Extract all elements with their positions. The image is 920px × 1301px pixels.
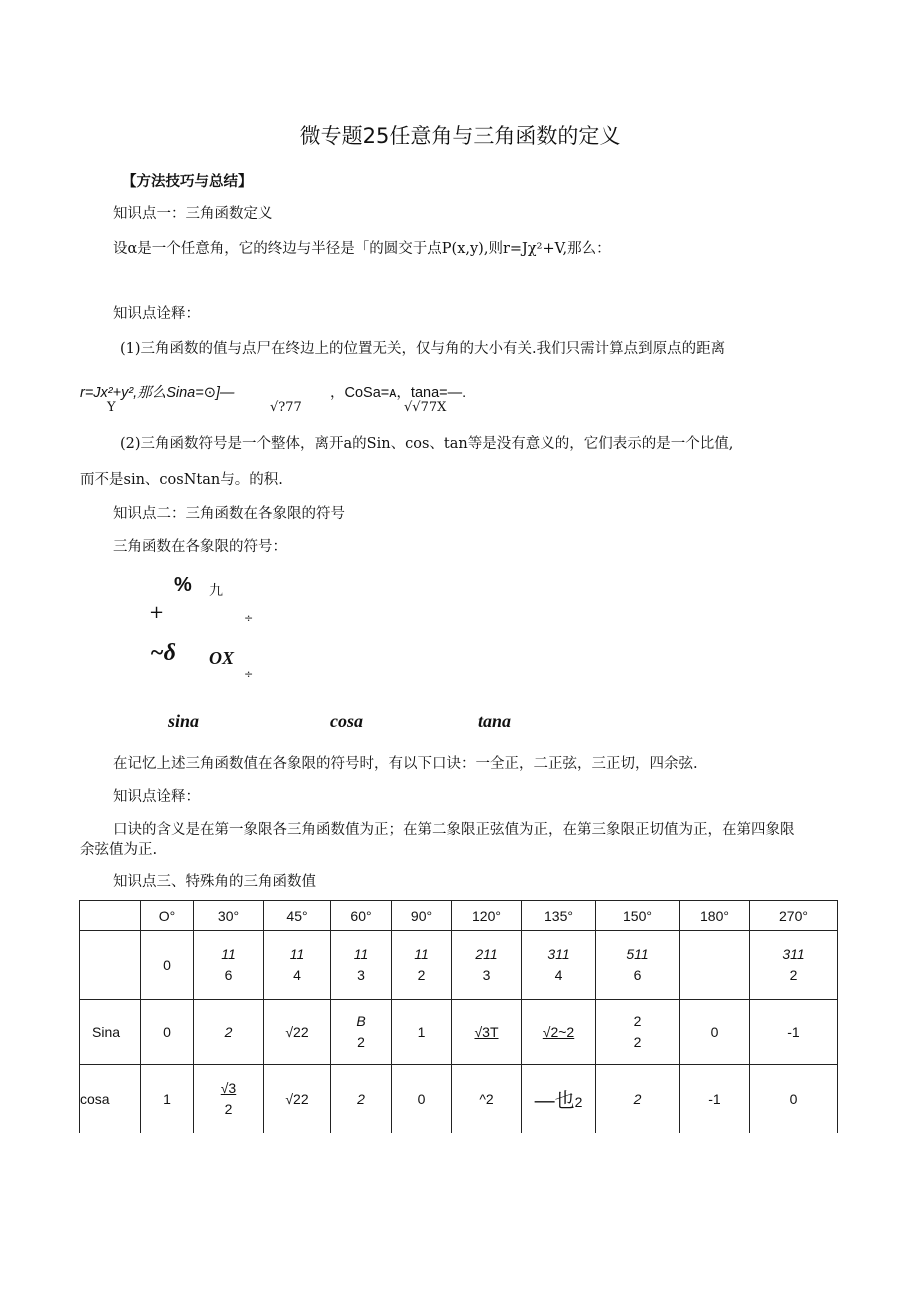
kp2-note-heading: 知识点诠释： [113,789,200,805]
formula-r-text: r=Jx²+y²,那么Sina=⊙]— [80,385,235,401]
cos-cell [194,1065,264,1133]
radian-top: 311 [547,946,570,962]
special-angles-table [79,900,838,1133]
degree-cell: 45° [264,901,331,931]
cos-bottom: 2 [224,1100,233,1117]
kp1-heading: 知识点一：三角函数定义 [113,206,273,222]
quadrant-label-tan: tana [478,711,512,731]
sin-cell: -1 [750,1000,838,1065]
sin-cell: √3T [452,1000,522,1065]
sin-cell [522,1000,596,1065]
quadrant-label-sin: sina [168,711,200,731]
kp2-note-line-1: 口诀的含义是在第一象限各三角函数值为正；在第二象限正弦值为正，在第三象限正切值为正，在第四象限 [113,822,795,838]
sin-cell: 0 [680,1000,750,1065]
formula-r [80,381,234,402]
cos-top: √3 [220,1079,237,1096]
table-row-sin [80,1000,838,1065]
radian-bottom: 3 [357,967,365,983]
formula-sub-mid: √?77 [270,400,302,415]
cos-cell: √22 [264,1065,331,1133]
radian-cell [680,931,750,1000]
degree-cell: 180° [680,901,750,931]
quadrant-symbol-jiu: 九 [209,583,223,599]
radian-cell: 0 [141,931,194,1000]
degree-cell: 30° [194,901,264,931]
sin-top: 2 [633,1013,642,1029]
cos-cell-main: —也 [534,1090,575,1113]
radian-cell [194,931,264,1000]
degree-cell: 120° [452,901,522,931]
quadrant-symbol-delta: ~δ [150,640,176,666]
cos-cell: 2 [331,1065,392,1133]
quadrant-symbol-ox: OX [209,648,235,668]
sin-cell [596,1000,680,1065]
kp2-mnemonic: 在记忆上述三角函数值在各象限的符号时，有以下口诀：一全正，二正弦，三正切，四余弦. [113,756,698,772]
sin-bottom: 2 [633,1034,642,1050]
radian-bottom: 3 [482,967,491,983]
sin-row-header: Sina [80,1000,141,1065]
kp1-note-2b: 而不是sin、cosNtan与。的积. [80,472,283,488]
cos-cell: 2 [596,1065,680,1133]
cos-cell: 0 [392,1065,452,1133]
kp1-definition: 设α是一个任意角，它的终边与半径是「的圆交于点P(x,y),则r=Jχ²+V,那么： [113,241,611,257]
radian-cell [264,931,331,1000]
cos-cell: 0 [750,1065,838,1133]
sin-cell [331,1000,392,1065]
quadrant-symbol-plus: + [149,602,165,623]
radian-cell [392,931,452,1000]
radian-top: 11 [353,946,369,962]
section-header: 【方法技巧与总结】 [122,173,253,190]
table-corner [80,901,141,931]
cos-cell: -1 [680,1065,750,1133]
sin-cell: 0 [141,1000,194,1065]
quadrant-symbol-div-1: ÷ [244,612,254,625]
formula-sub-y: Y [107,400,116,415]
quadrant-symbol-pct: % [174,574,192,596]
cos-cell [522,1065,596,1133]
kp2-note-line-2: 余弦值为正. [80,842,158,858]
radian-row-header [80,931,141,1000]
degree-cell: 150° [596,901,680,931]
table-row-degrees [80,901,838,931]
radian-bottom: 6 [633,967,642,983]
radian-top: 211 [475,946,498,962]
kp1-note-heading: 知识点诠释： [113,306,200,322]
radian-top: 11 [289,946,305,962]
cos-cell-small: 2 [574,1094,583,1111]
quadrant-symbol-div-2: ÷ [244,668,254,681]
degree-cell: 90° [392,901,452,931]
radian-top: 11 [221,946,236,962]
radian-bottom: 6 [224,967,233,983]
degree-cell: 135° [522,901,596,931]
degree-cell: 60° [331,901,392,931]
radian-cell [596,931,680,1000]
table-row-cos [80,1065,838,1133]
radian-bottom: 2 [417,967,426,983]
page-title: 微专题25任意角与三角函数的定义 [299,124,621,148]
formula-cos-tan: ，CoSa=ᴀ，tana=—. [330,385,467,401]
sin-cell: 1 [392,1000,452,1065]
quadrant-label-cos: cosa [330,711,363,731]
table-row-radians [80,931,838,1000]
radian-cell [522,931,596,1000]
kp1-note-1: (1)三角函数的值与点尸在终边上的位置无关，仅与角的大小有关.我们只需计算点到原点的距离 [120,341,726,357]
kp2-subheading: 三角函数在各象限的符号： [113,539,287,555]
cos-row-header: cosa [80,1065,141,1133]
radian-cell [452,931,522,1000]
radian-cell [331,931,392,1000]
cos-cell: ^2 [452,1065,522,1133]
sin-cell-text: √2~2 [542,1024,575,1040]
degree-cell: 270° [750,901,838,931]
kp1-note-2: (2)三角函数符号是一个整体，离开a的Sin、cos、tan等是没有意义的，它们表示的是一个比值, [120,436,734,452]
sin-cell: 2 [194,1000,264,1065]
kp2-heading: 知识点二：三角函数在各象限的符号 [113,506,345,522]
radian-top: 511 [626,946,649,962]
sin-cell: √22 [264,1000,331,1065]
radian-bottom: 2 [789,967,798,983]
radian-bottom: 4 [554,967,563,983]
sin-top: B [356,1013,366,1029]
radian-bottom: 4 [293,967,301,983]
cos-cell: 1 [141,1065,194,1133]
radian-cell [750,931,838,1000]
kp3-heading: 知识点三、特殊角的三角函数值 [113,874,316,890]
radian-top: 11 [414,946,429,962]
radian-top: 311 [782,946,805,962]
formula-sub-right: √√77X [404,400,447,415]
degree-cell: O° [141,901,194,931]
sin-bottom: 2 [357,1034,365,1050]
